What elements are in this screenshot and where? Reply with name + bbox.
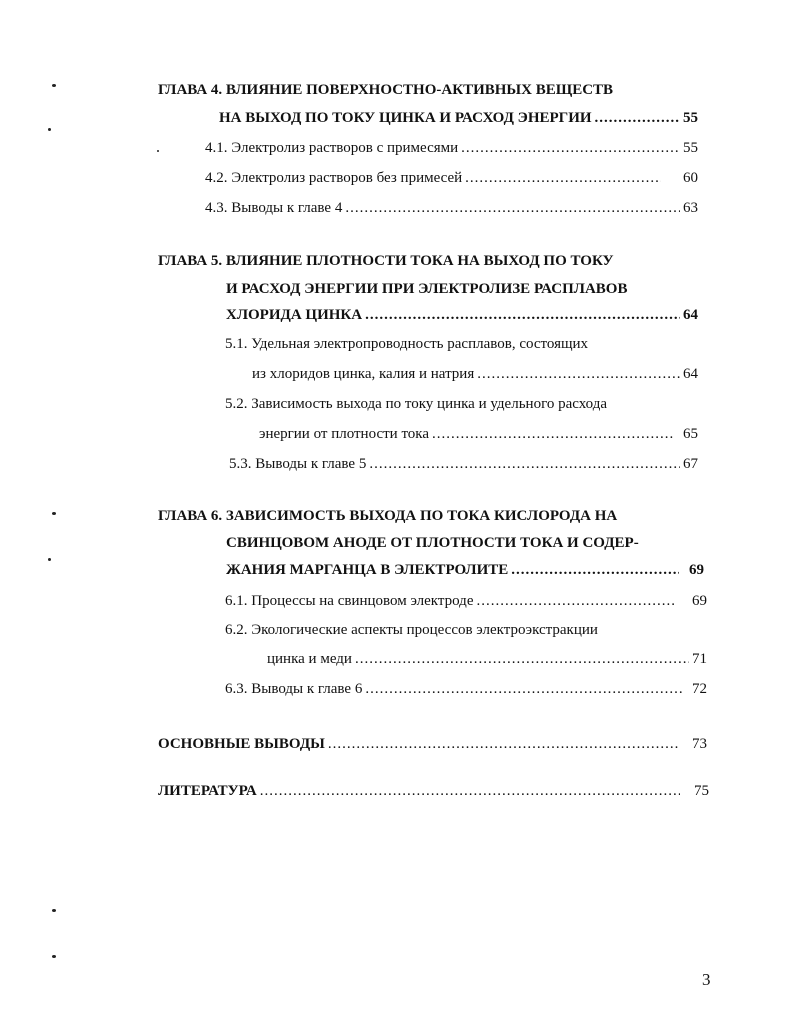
section-title: 4.1. Электролиз растворов с примесями (205, 140, 459, 156)
dot-leader (461, 138, 680, 158)
chapter-6-heading-line2: СВИНЦОВОМ АНОДЕ ОТ ПЛОТНОСТИ ТОКА И СОДЕР- (226, 535, 639, 551)
chapter-5-heading-line3: ХЛОРИДА ЦИНКА (226, 307, 363, 323)
dot-leader (345, 198, 680, 218)
margin-speck (52, 955, 56, 958)
chapter-4-heading-line1: ГЛАВА 4. ВЛИЯНИЕ ПОВЕРХНОСТНО-АКТИВНЫХ ВЕЩЕСТВ (158, 82, 614, 98)
page-ref: 72 (692, 681, 707, 697)
page-ref: 55 (683, 110, 698, 126)
chapter-5-heading-line2: И РАСХОД ЭНЕРГИИ ПРИ ЭЛЕКТРОЛИЗЕ РАСПЛАВОВ (226, 281, 628, 297)
dot-leader (511, 560, 679, 580)
page-ref: 69 (692, 593, 707, 609)
conclusions-title: ОСНОВНЫЕ ВЫВОДЫ (158, 736, 325, 752)
toc-entry-5-3[interactable] (229, 454, 698, 474)
toc-entry-5-2[interactable] (259, 424, 698, 444)
section-title-cont: цинка и меди (267, 651, 352, 667)
page-ref: 73 (692, 736, 707, 752)
dot-leader (365, 305, 680, 325)
dot-leader (260, 781, 680, 801)
section-title: 6.2. Экологические аспекты процессов электроэкстракции (225, 622, 598, 638)
page-ref: 55 (683, 140, 698, 156)
dot-leader (355, 649, 689, 669)
section-title: 4.2. Электролиз растворов без примесей (205, 170, 463, 186)
page-ref: 63 (683, 200, 698, 216)
page-ref: 71 (692, 651, 707, 667)
chapter-6-heading-line3: ЖАНИЯ МАРГАНЦА В ЭЛЕКТРОЛИТЕ (226, 562, 509, 578)
dot-leader (432, 424, 673, 444)
toc-entry-chapter-4[interactable] (219, 108, 698, 128)
chapter-4-heading-line2: НА ВЫХОД ПО ТОКУ ЦИНКА И РАСХОД ЭНЕРГИИ (219, 110, 592, 126)
toc-entry-6-2[interactable] (267, 649, 707, 669)
section-title-cont: энергии от плотности тока (259, 426, 430, 442)
section-title: 6.3. Выводы к главе 6 (225, 681, 363, 697)
page-ref: 75 (694, 783, 709, 799)
toc-entry-5-1[interactable] (252, 364, 698, 384)
section-title: 5.1. Удельная электропроводность расплавов, состоящих (225, 336, 589, 352)
chapter-6-heading-line1: ГЛАВА 6. ЗАВИСИМОСТЬ ВЫХОДА ПО ТОКА КИСЛОРОДА НА (158, 508, 618, 524)
page-ref: 65 (683, 426, 698, 442)
page-ref: 60 (683, 170, 698, 186)
section-title: 6.1. Процессы на свинцовом электроде (225, 593, 474, 609)
margin-speck (52, 512, 56, 515)
toc-entry-4-2[interactable] (205, 168, 698, 188)
toc-entry-chapter-5[interactable] (226, 305, 698, 325)
page-ref: 69 (689, 562, 704, 578)
margin-speck (52, 84, 56, 87)
section-title: 5.3. Выводы к главе 5 (229, 456, 367, 472)
section-title-cont: из хлоридов цинка, калия и натрия (252, 366, 475, 382)
page-ref: 67 (683, 456, 698, 472)
section-title: 5.2. Зависимость выхода по току цинка и удельного расхода (225, 396, 608, 412)
margin-speck (48, 128, 51, 131)
dot-leader (465, 168, 661, 188)
dot-leader (476, 591, 676, 611)
dot-leader (365, 679, 682, 699)
margin-speck (52, 909, 56, 912)
toc-entry-6-3[interactable] (225, 679, 707, 699)
toc-entry-literature[interactable] (158, 781, 709, 801)
dot-leader (595, 108, 680, 128)
section-title: 4.3. Выводы к главе 4 (205, 200, 343, 216)
margin-speck (157, 150, 159, 152)
toc-entry-chapter-6[interactable] (226, 560, 704, 580)
dot-leader (477, 364, 680, 384)
page-number: 3 (702, 970, 711, 989)
chapter-5-heading-line1: ГЛАВА 5. ВЛИЯНИЕ ПЛОТНОСТИ ТОКА НА ВЫХОД ПО ТОКУ (158, 253, 614, 269)
dot-leader (328, 734, 680, 754)
margin-speck (48, 558, 51, 561)
toc-entry-4-1[interactable] (205, 138, 698, 158)
toc-entry-4-3[interactable] (205, 198, 698, 218)
toc-entry-6-1[interactable] (225, 591, 707, 611)
literature-title: ЛИТЕРАТУРА (158, 783, 257, 799)
toc-entry-conclusions[interactable] (158, 734, 707, 754)
page-ref: 64 (683, 307, 698, 323)
page-ref: 64 (683, 366, 698, 382)
dot-leader (369, 454, 680, 474)
